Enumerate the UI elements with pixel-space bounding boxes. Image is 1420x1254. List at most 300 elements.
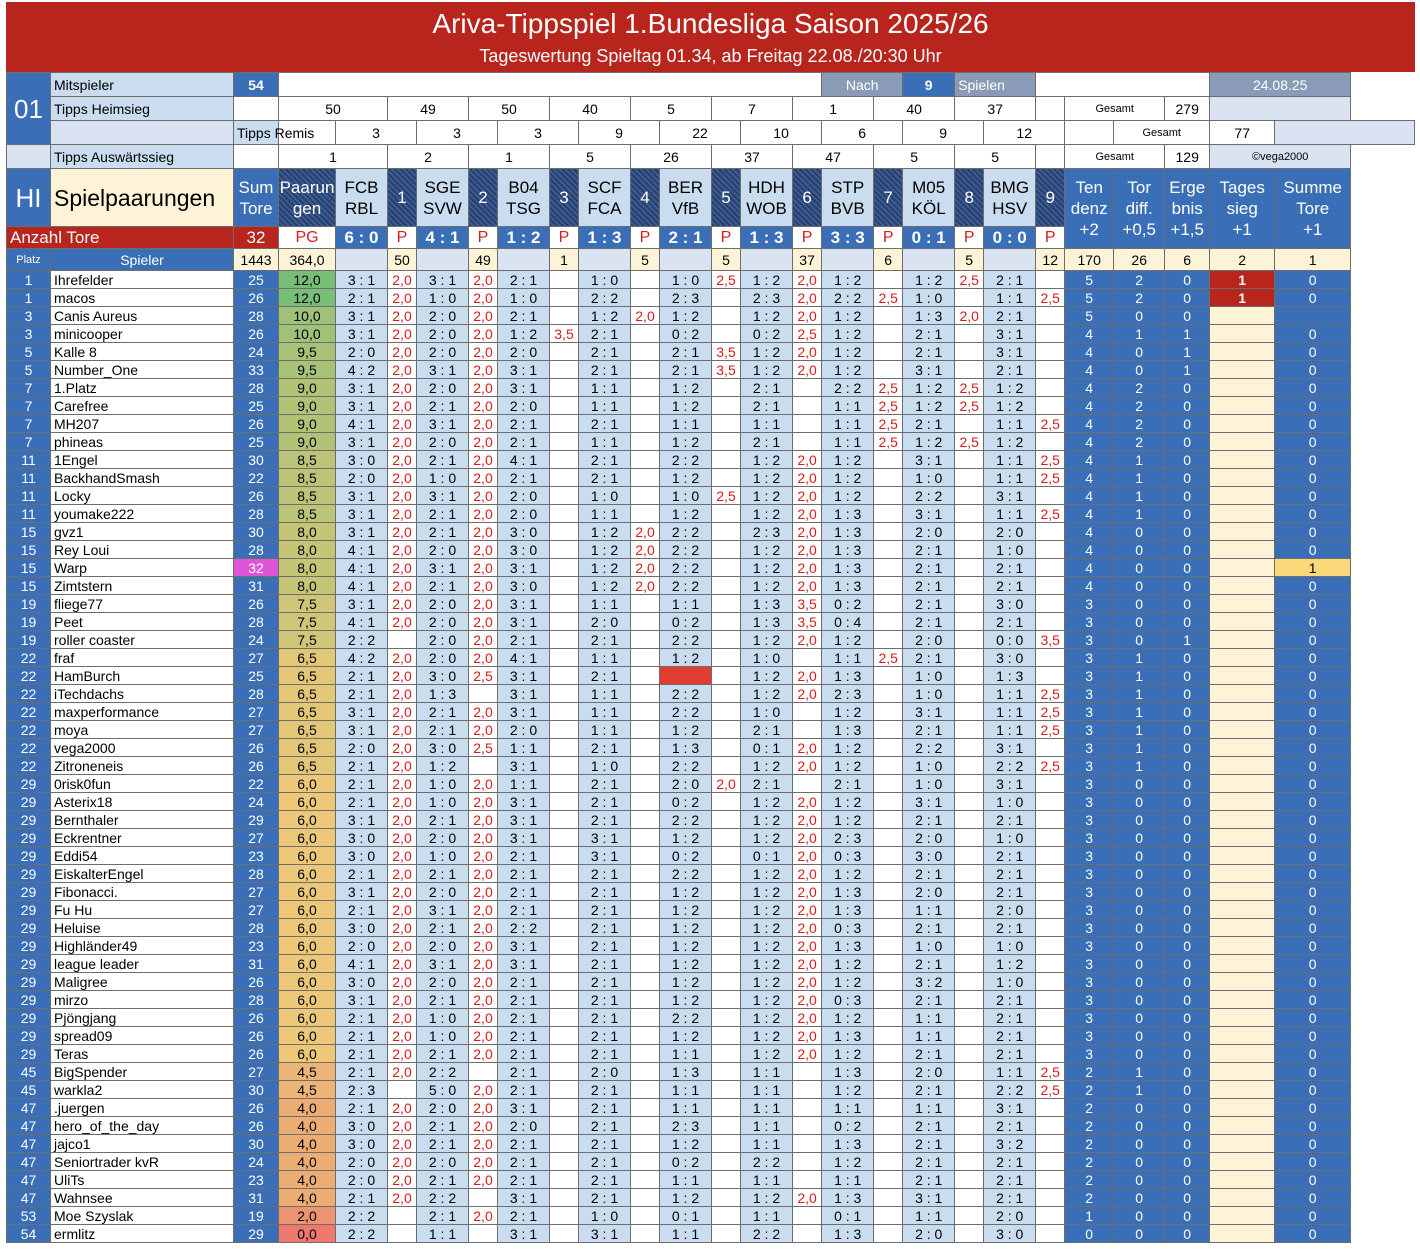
player-points: 8,5 <box>279 451 336 469</box>
player-tip: 1 : 2 <box>903 271 955 289</box>
player-tip: 2 : 0 <box>903 829 955 847</box>
player-tip: 1 : 0 <box>984 973 1036 991</box>
player-tip: 1 : 0 <box>498 289 550 307</box>
match-result: 1 : 3 <box>741 227 793 249</box>
player-tagessieg <box>1210 901 1275 919</box>
match-count: 12 <box>1036 249 1065 271</box>
player-tordiff: 0 <box>1114 1207 1165 1225</box>
player-name: spread09 <box>51 1027 234 1045</box>
player-tip: 3 : 0 <box>984 595 1036 613</box>
sum-tore-total: 1443 <box>234 249 279 271</box>
player-tip-points <box>712 901 741 919</box>
player-tip-points: 2,0 <box>793 361 822 379</box>
player-sum-tore: 27 <box>234 721 279 739</box>
player-tip-points <box>1036 379 1065 397</box>
anzahl-tore-label: Anzahl Tore <box>7 227 234 249</box>
player-points: 6,0 <box>279 973 336 991</box>
match-result: 6 : 0 <box>336 227 388 249</box>
player-sum-tore: 29 <box>234 1225 279 1243</box>
player-tip: 3 : 1 <box>498 595 550 613</box>
player-name: jajco1 <box>51 1135 234 1153</box>
player-tip: 1 : 0 <box>579 271 631 289</box>
player-tip: 3 : 1 <box>498 1099 550 1117</box>
player-tip: 2 : 0 <box>417 613 469 631</box>
player-tip-points <box>631 955 660 973</box>
player-tordiff: 0 <box>1114 829 1165 847</box>
player-tip: 2 : 1 <box>336 901 388 919</box>
player-tip: 4 : 1 <box>336 955 388 973</box>
player-tip: 2 : 1 <box>984 1153 1036 1171</box>
blank <box>660 249 712 271</box>
player-tip-points <box>1036 991 1065 1009</box>
player-ergebnis: 0 <box>1165 541 1210 559</box>
player-tip: 1 : 0 <box>579 757 631 775</box>
player-tendenz: 3 <box>1065 757 1114 775</box>
player-tip-points <box>874 1135 903 1153</box>
player-tordiff: 0 <box>1114 793 1165 811</box>
player-tip-points <box>550 667 579 685</box>
player-tendenz: 3 <box>1065 631 1114 649</box>
player-tip-points <box>631 649 660 667</box>
player-tip: 2 : 1 <box>984 307 1036 325</box>
player-rank: 29 <box>7 775 51 793</box>
player-summe: 0 <box>1275 811 1351 829</box>
player-tip-points <box>874 451 903 469</box>
player-tip: 2 : 2 <box>741 1153 793 1171</box>
match-heading: M05 KÖL <box>903 169 955 227</box>
player-summe: 0 <box>1275 325 1351 343</box>
player-summe: 0 <box>1275 793 1351 811</box>
player-tagessieg: 1 <box>1210 271 1275 289</box>
player-tip-points: 2,0 <box>469 451 498 469</box>
player-tordiff: 1 <box>1114 703 1165 721</box>
player-sum-tore: 26 <box>234 739 279 757</box>
player-tip-points <box>874 523 903 541</box>
player-tip-points: 2,5 <box>1036 757 1065 775</box>
player-tip: 1 : 2 <box>822 1153 874 1171</box>
player-points: 6,0 <box>279 1027 336 1045</box>
player-tip: 3 : 1 <box>498 811 550 829</box>
player-tip-points: 2,0 <box>469 1117 498 1135</box>
player-points: 8,0 <box>279 541 336 559</box>
player-tip: 1 : 1 <box>579 649 631 667</box>
player-tip: 2 : 0 <box>417 631 469 649</box>
player-tip-points <box>712 325 741 343</box>
blank <box>7 145 51 169</box>
player-summe: 0 <box>1275 775 1351 793</box>
player-tip: 1 : 0 <box>984 937 1036 955</box>
player-points: 6,0 <box>279 955 336 973</box>
player-tip-points: 2,0 <box>388 1135 417 1153</box>
player-tip: 1 : 2 <box>741 469 793 487</box>
player-tip: 1 : 1 <box>822 397 874 415</box>
player-ergebnis: 0 <box>1165 1153 1210 1171</box>
player-tip-points <box>712 919 741 937</box>
p-label: P <box>874 227 903 249</box>
player-rank: 29 <box>7 937 51 955</box>
player-name: Rey Loui <box>51 541 234 559</box>
player-summe: 0 <box>1275 1153 1351 1171</box>
player-tip: 2 : 1 <box>579 1153 631 1171</box>
player-row <box>7 451 1415 469</box>
player-ergebnis: 0 <box>1165 883 1210 901</box>
player-tip-points: 2,0 <box>388 1153 417 1171</box>
player-tip-points <box>631 775 660 793</box>
player-tip-points: 2,0 <box>469 865 498 883</box>
player-tip: 2 : 1 <box>498 415 550 433</box>
player-tip: 1 : 2 <box>822 469 874 487</box>
player-tip-points <box>550 883 579 901</box>
player-ergebnis: 0 <box>1165 1081 1210 1099</box>
player-tip-points: 2,0 <box>469 883 498 901</box>
player-tagessieg <box>1210 793 1275 811</box>
player-tip-points: 2,0 <box>388 811 417 829</box>
player-tip-points <box>874 487 903 505</box>
player-tip-points: 2,0 <box>469 577 498 595</box>
player-tip-points <box>712 595 741 613</box>
player-tendenz: 5 <box>1065 307 1114 325</box>
player-sum-tore: 33 <box>234 361 279 379</box>
player-tip: 2 : 1 <box>903 1171 955 1189</box>
player-tip-points <box>631 397 660 415</box>
player-tip-points <box>874 505 903 523</box>
player-tip: 2 : 2 <box>660 865 712 883</box>
player-tip-points: 2,0 <box>793 559 822 577</box>
player-sum-tore: 24 <box>234 1153 279 1171</box>
player-tendenz: 3 <box>1065 721 1114 739</box>
player-tip: 2 : 1 <box>579 1117 631 1135</box>
player-tip-points: 2,0 <box>388 1099 417 1117</box>
player-tip: 2 : 2 <box>660 1009 712 1027</box>
player-tip-points: 2,0 <box>469 487 498 505</box>
player-tip-points <box>631 829 660 847</box>
player-tip: 1 : 2 <box>660 883 712 901</box>
player-name: moya <box>51 721 234 739</box>
player-tip: 3 : 1 <box>336 523 388 541</box>
player-sum-tore: 31 <box>234 577 279 595</box>
player-tip-points: 2,0 <box>793 289 822 307</box>
mitspieler-count: 54 <box>234 73 279 97</box>
player-tip-points <box>550 1045 579 1063</box>
player-tip: 2 : 1 <box>417 1135 469 1153</box>
blank <box>822 249 874 271</box>
player-tip-points: 2,5 <box>793 325 822 343</box>
player-tip-points <box>712 937 741 955</box>
player-tordiff: 0 <box>1114 811 1165 829</box>
player-tip: 1 : 2 <box>660 937 712 955</box>
player-tendenz: 4 <box>1065 397 1114 415</box>
player-tip-points: 2,0 <box>793 901 822 919</box>
player-tip-points: 2,0 <box>388 793 417 811</box>
player-tendenz: 3 <box>1065 811 1114 829</box>
player-tip-points: 2,0 <box>469 955 498 973</box>
player-tip-points <box>793 1135 822 1153</box>
player-name: BigSpender <box>51 1063 234 1081</box>
match-result: 0 : 1 <box>903 227 955 249</box>
player-tip-points <box>712 1189 741 1207</box>
player-tip-points <box>955 1045 984 1063</box>
player-tip: 1 : 1 <box>579 397 631 415</box>
player-tip-points <box>550 541 579 559</box>
player-tip-points: 2,0 <box>388 1171 417 1189</box>
player-tip: 2 : 1 <box>579 919 631 937</box>
player-tip-points <box>1036 847 1065 865</box>
player-tip-points <box>874 577 903 595</box>
player-tip: 2 : 2 <box>903 739 955 757</box>
player-tip-points <box>874 595 903 613</box>
player-tip-points: 2,0 <box>388 577 417 595</box>
player-points: 8,5 <box>279 505 336 523</box>
player-tip-points <box>550 613 579 631</box>
player-ergebnis: 0 <box>1165 991 1210 1009</box>
player-tip-points <box>550 1027 579 1045</box>
player-points: 9,0 <box>279 433 336 451</box>
tipp-count: 5 <box>550 145 631 169</box>
player-tip-points <box>712 1099 741 1117</box>
player-sum-tore: 26 <box>234 1027 279 1045</box>
player-tip: 1 : 3 <box>822 559 874 577</box>
player-rank: 45 <box>7 1081 51 1099</box>
player-tip: 2 : 0 <box>660 775 712 793</box>
player-row <box>7 1063 1415 1081</box>
tipp-count: 40 <box>874 97 955 121</box>
player-tip-points <box>712 685 741 703</box>
player-tip: 1 : 2 <box>741 487 793 505</box>
player-tip-points: 2,0 <box>469 325 498 343</box>
player-rank: 15 <box>7 523 51 541</box>
player-tip: 3 : 1 <box>417 361 469 379</box>
player-tip: 2 : 1 <box>498 307 550 325</box>
player-tip-points: 2,0 <box>388 415 417 433</box>
player-tip: 1 : 2 <box>579 307 631 325</box>
player-tip-points <box>874 307 903 325</box>
player-tip-points: 2,0 <box>793 739 822 757</box>
player-tip: 2 : 1 <box>984 1171 1036 1189</box>
tordiff-total: 26 <box>1114 249 1165 271</box>
player-rank: 7 <box>7 415 51 433</box>
player-tip-points <box>550 577 579 595</box>
player-tip: 1 : 1 <box>903 1207 955 1225</box>
player-tip-points: 2,5 <box>1036 415 1065 433</box>
player-tendenz: 3 <box>1065 847 1114 865</box>
player-summe: 0 <box>1275 397 1351 415</box>
player-tip-points <box>1036 541 1065 559</box>
player-tip: 2 : 1 <box>579 901 631 919</box>
player-tip: 2 : 1 <box>579 469 631 487</box>
player-tagessieg <box>1210 595 1275 613</box>
player-tip-points <box>955 1189 984 1207</box>
player-summe: 0 <box>1275 1189 1351 1207</box>
player-tip: 3 : 0 <box>903 847 955 865</box>
player-tip: 1 : 2 <box>498 325 550 343</box>
player-tip: 3 : 1 <box>579 829 631 847</box>
player-tip-points <box>550 1117 579 1135</box>
player-summe: 0 <box>1275 757 1351 775</box>
player-tendenz: 2 <box>1065 1081 1114 1099</box>
player-tip: 2 : 1 <box>417 451 469 469</box>
player-tip: 1 : 2 <box>822 361 874 379</box>
player-tendenz: 2 <box>1065 1171 1114 1189</box>
player-tendenz: 4 <box>1065 433 1114 451</box>
player-row <box>7 271 1415 289</box>
player-tip-points <box>550 1207 579 1225</box>
player-tip: 2 : 1 <box>984 1027 1036 1045</box>
player-tip-points: 2,5 <box>874 415 903 433</box>
player-tip-points: 2,0 <box>469 613 498 631</box>
player-points: 4,0 <box>279 1171 336 1189</box>
player-tip: 1 : 1 <box>903 901 955 919</box>
player-tip-points: 2,0 <box>388 955 417 973</box>
player-tip-points <box>712 451 741 469</box>
player-tip-points: 2,0 <box>388 505 417 523</box>
tipp-count: 40 <box>550 97 631 121</box>
player-name: Peet <box>51 613 234 631</box>
player-rank: 22 <box>7 685 51 703</box>
player-tip: 3 : 0 <box>984 1225 1036 1243</box>
player-tip: 0 : 2 <box>660 325 712 343</box>
player-tip: 1 : 0 <box>660 487 712 505</box>
player-name: Zitroneneis <box>51 757 234 775</box>
player-tip-points <box>874 775 903 793</box>
player-tip: 2 : 1 <box>579 667 631 685</box>
player-points: 8,0 <box>279 577 336 595</box>
player-tordiff: 2 <box>1114 271 1165 289</box>
player-tip-points <box>712 1207 741 1225</box>
player-tip: 2 : 2 <box>660 577 712 595</box>
player-tip-points: 2,0 <box>388 649 417 667</box>
player-tendenz: 5 <box>1065 289 1114 307</box>
player-rank: 29 <box>7 1045 51 1063</box>
player-tip: 3 : 1 <box>498 1189 550 1207</box>
player-ergebnis: 0 <box>1165 559 1210 577</box>
player-tip-points: 2,5 <box>955 379 984 397</box>
player-rank: 19 <box>7 613 51 631</box>
player-tip-points <box>631 1171 660 1189</box>
player-tip-points: 2,5 <box>874 289 903 307</box>
player-row <box>7 1135 1415 1153</box>
player-tendenz: 3 <box>1065 901 1114 919</box>
match-heading: B04 TSG <box>498 169 550 227</box>
player-tip: 1 : 1 <box>984 505 1036 523</box>
player-tip: 2 : 1 <box>579 1009 631 1027</box>
player-points: 6,0 <box>279 919 336 937</box>
player-ergebnis: 0 <box>1165 1027 1210 1045</box>
player-tip: 2 : 2 <box>660 811 712 829</box>
player-tip-points: 2,0 <box>388 1189 417 1207</box>
player-tip: 1 : 2 <box>579 523 631 541</box>
player-tip-points <box>712 757 741 775</box>
tendenz-total: 170 <box>1065 249 1114 271</box>
player-tip-points <box>550 289 579 307</box>
player-tip-points <box>631 1045 660 1063</box>
player-tip-points: 2,0 <box>388 901 417 919</box>
info-label: Tipps Remis <box>234 121 279 145</box>
player-tip: 1 : 2 <box>741 757 793 775</box>
player-tip-points <box>1036 559 1065 577</box>
player-tip-points <box>631 811 660 829</box>
player-tip: 1 : 2 <box>579 577 631 595</box>
match-result: 1 : 2 <box>498 227 550 249</box>
player-tip: 2 : 1 <box>579 973 631 991</box>
player-row <box>7 757 1415 775</box>
player-tordiff: 1 <box>1114 469 1165 487</box>
player-tip-points: 2,0 <box>955 307 984 325</box>
player-tip-points <box>631 379 660 397</box>
player-tip-points <box>712 991 741 1009</box>
player-tordiff: 2 <box>1114 289 1165 307</box>
player-summe: 0 <box>1275 1081 1351 1099</box>
player-points: 8,5 <box>279 487 336 505</box>
player-tagessieg <box>1210 469 1275 487</box>
player-tip: 2 : 1 <box>903 1135 955 1153</box>
player-sum-tore: 26 <box>234 289 279 307</box>
player-tip-points: 2,0 <box>388 667 417 685</box>
player-tip: 1 : 2 <box>822 1081 874 1099</box>
player-tip-points: 2,0 <box>631 307 660 325</box>
player-rank: 22 <box>7 703 51 721</box>
player-tagessieg <box>1210 343 1275 361</box>
player-points: 6,0 <box>279 901 336 919</box>
player-tip: 1 : 0 <box>417 469 469 487</box>
player-tip-points <box>550 721 579 739</box>
player-tordiff: 0 <box>1114 577 1165 595</box>
player-tip-points <box>793 1063 822 1081</box>
player-points: 6,5 <box>279 739 336 757</box>
player-tip: 1 : 2 <box>822 325 874 343</box>
player-tip-points <box>1036 1117 1065 1135</box>
player-name: Maligree <box>51 973 234 991</box>
tipp-count: 2 <box>388 145 469 169</box>
player-tip-points: 2,5 <box>1036 703 1065 721</box>
player-tip-points <box>874 1225 903 1243</box>
player-summe: 0 <box>1275 1171 1351 1189</box>
player-points: 9,0 <box>279 397 336 415</box>
player-rank: 3 <box>7 307 51 325</box>
player-tip: 1 : 2 <box>660 397 712 415</box>
player-tip: 3 : 0 <box>336 973 388 991</box>
player-tendenz: 4 <box>1065 415 1114 433</box>
player-tip: 2 : 0 <box>579 613 631 631</box>
blank <box>741 249 793 271</box>
player-tip-points <box>631 703 660 721</box>
player-tip: 1 : 1 <box>660 1099 712 1117</box>
player-tip: 2 : 0 <box>417 379 469 397</box>
tagessieg-total: 2 <box>1210 249 1275 271</box>
player-tip: 2 : 0 <box>336 1153 388 1171</box>
player-tip-points: 2,0 <box>469 397 498 415</box>
player-row <box>7 865 1415 883</box>
match-heading: BMG HSV <box>984 169 1036 227</box>
player-tordiff: 1 <box>1114 505 1165 523</box>
player-tip: 2 : 1 <box>336 775 388 793</box>
pg-label: PG <box>279 227 336 249</box>
blank <box>336 249 388 271</box>
player-tip: 1 : 2 <box>660 991 712 1009</box>
player-tip-points <box>631 757 660 775</box>
player-tip-points <box>631 1153 660 1171</box>
player-ergebnis: 0 <box>1165 289 1210 307</box>
player-tip-points: 2,0 <box>388 847 417 865</box>
player-tip: 3 : 2 <box>984 1135 1036 1153</box>
player-points: 4,0 <box>279 1117 336 1135</box>
player-tip: 5 : 0 <box>417 1081 469 1099</box>
player-tordiff: 1 <box>1114 721 1165 739</box>
player-tagessieg <box>1210 919 1275 937</box>
player-tip: 1 : 2 <box>741 1189 793 1207</box>
player-tip: 2 : 1 <box>336 289 388 307</box>
player-tip-points <box>712 1081 741 1099</box>
player-tip: 3 : 1 <box>903 361 955 379</box>
